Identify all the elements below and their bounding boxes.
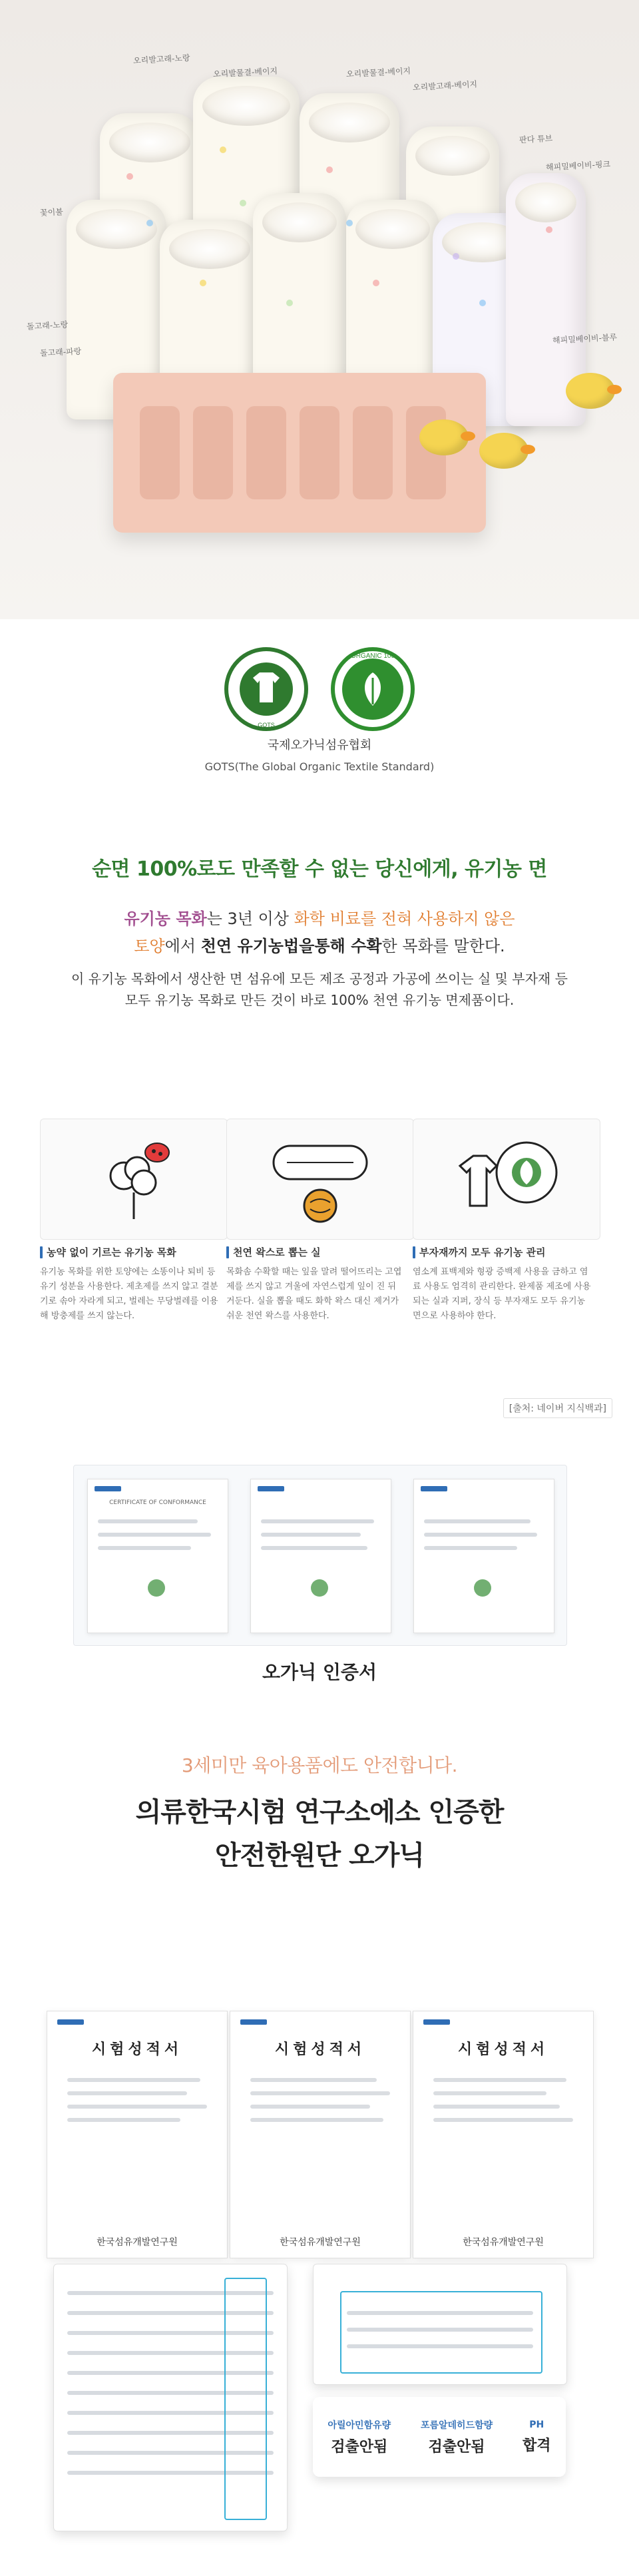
zoom-highlight-box xyxy=(340,2291,542,2374)
report-line xyxy=(433,2105,560,2109)
gots-section xyxy=(0,619,639,812)
result-label: 포름알데히드함량 xyxy=(420,2420,493,2431)
intro-paragraph-line: 이 유기농 목화에서 생산한 면 섬유에 모든 제조 공정과 가공에 쓰이는 실 및 부자재 등 xyxy=(71,971,568,987)
fabric-print-dot xyxy=(326,166,333,173)
zoom-row xyxy=(347,2344,533,2348)
certificate-stamp xyxy=(474,1579,491,1597)
fabric-label: 해피밀베이비-핑크 xyxy=(545,159,611,172)
certificate-line xyxy=(98,1546,191,1550)
result-value: 검출안됨 xyxy=(331,2438,388,2455)
headline-highlight: 유기농 면 xyxy=(465,858,547,881)
safety-title-line-2: 안전한원단 오가닉 xyxy=(214,1840,425,1871)
intro-highlight-chemical: 화학 비료를 전혀 사용하지 않은 xyxy=(294,909,515,928)
fabric-print-dot xyxy=(453,253,459,260)
zoom-row xyxy=(347,2328,533,2332)
features-section xyxy=(0,1105,639,1451)
certificate-stamp xyxy=(311,1579,328,1597)
fabric-label: 오리발고래-베이지 xyxy=(412,79,478,93)
report-line xyxy=(67,2105,207,2109)
report-title: 시험성적서 xyxy=(274,2041,366,2058)
certificate-line xyxy=(424,1519,531,1523)
intro-text xyxy=(0,905,639,1052)
report-footer: 한국섬유개발연구원 xyxy=(463,2237,544,2248)
fabric-print-dot xyxy=(146,220,153,226)
toy-duck xyxy=(419,419,469,455)
fabric-print-dot xyxy=(373,280,379,286)
fabric-print-dot xyxy=(220,146,226,153)
report-line xyxy=(433,2078,566,2082)
fabric-print-dot xyxy=(126,173,133,180)
report-zoom-right xyxy=(313,2264,567,2385)
report-line xyxy=(250,2118,383,2122)
report-title: 시험성적서 xyxy=(91,2041,183,2058)
certificate-line xyxy=(424,1533,537,1537)
certificate-logo xyxy=(95,1486,121,1491)
feature-card xyxy=(40,1119,226,1392)
feature-card xyxy=(226,1119,413,1392)
crate-slot xyxy=(300,406,339,499)
report-line xyxy=(250,2091,390,2095)
feature-title-bar xyxy=(413,1246,415,1258)
crate-slot xyxy=(193,406,233,499)
safety-title-line-1: 의류한국시험 연구소에소 인증한 xyxy=(135,1797,504,1828)
feature-title-text: 부자재까지 모두 유기농 관리 xyxy=(419,1246,546,1258)
results-panel xyxy=(313,2397,566,2477)
fabric-label: 오리발물결-베이지 xyxy=(212,66,278,79)
fabric-label: 돌고래-노랑 xyxy=(26,320,69,332)
intro-term-soil: 토양 xyxy=(134,937,165,955)
certificate-logo xyxy=(258,1486,284,1491)
result-value: 검출안됨 xyxy=(428,2438,485,2455)
report-footer: 한국섬유개발연구원 xyxy=(280,2237,361,2248)
certificate-header: CERTIFICATE OF CONFORMANCE xyxy=(109,1499,206,1506)
report-footer: 한국섬유개발연구원 xyxy=(97,2237,178,2248)
headline xyxy=(0,852,639,899)
report-logo xyxy=(240,2019,267,2025)
report-line xyxy=(250,2105,370,2109)
crate-slot xyxy=(353,406,393,499)
feature-title-bar xyxy=(226,1246,229,1258)
result-label: PH xyxy=(529,2419,544,2430)
source-citation: [출처: 네이버 지식백과] xyxy=(503,1398,612,1418)
report-line xyxy=(250,2078,377,2082)
zoom-row xyxy=(347,2311,533,2315)
fabric-label: 판다 튜브 xyxy=(519,133,553,145)
fabric-print-dot xyxy=(546,226,552,233)
toy-duck xyxy=(479,433,529,469)
result-item xyxy=(421,2418,493,2456)
certificate-line xyxy=(98,1533,211,1537)
certificate-line xyxy=(424,1546,517,1550)
result-label: 아릴아민함유량 xyxy=(327,2420,391,2431)
fabric-print-dot xyxy=(346,220,353,226)
report-line xyxy=(67,2078,200,2082)
gots-subtitle: GOTS(The Global Organic Textile Standard) xyxy=(204,760,435,773)
fabric-label: 해피밀베이비-블루 xyxy=(552,332,618,346)
feature-title xyxy=(413,1245,599,1259)
certificate-line xyxy=(261,1546,367,1550)
test-reports-section xyxy=(0,1931,639,2576)
crate-slot xyxy=(140,406,180,499)
certificate-document xyxy=(87,1479,228,1633)
report-logo xyxy=(57,2019,84,2025)
intro-highlight-method: 천연 유기농법을통해 수확 xyxy=(200,937,382,955)
fabric-label: 오리발물결-베이지 xyxy=(345,66,411,79)
certificate-stamp xyxy=(148,1579,165,1597)
yarn-fabric-icon xyxy=(227,1119,413,1239)
hero-photo xyxy=(0,0,639,619)
intro-paragraph xyxy=(0,968,639,1011)
report-zoom-left xyxy=(53,2264,288,2531)
test-report xyxy=(47,2011,228,2258)
gots-logo-icon xyxy=(223,646,310,732)
test-report xyxy=(230,2011,411,2258)
feature-illustration xyxy=(413,1119,600,1240)
shirt-organic-icon xyxy=(413,1119,600,1239)
intro-text-fragment: 에서 xyxy=(164,937,201,955)
report-line xyxy=(433,2118,573,2122)
intro-text-fragment: 는 3년 이상 xyxy=(206,909,294,928)
crate-slot xyxy=(246,406,286,499)
feature-title xyxy=(40,1245,226,1259)
fabric-print-dot xyxy=(479,300,486,306)
intro-line-2 xyxy=(0,933,639,956)
feature-title-bar xyxy=(40,1246,43,1258)
certificate-line xyxy=(261,1533,361,1537)
fabric-label: 오리발고래-노랑 xyxy=(132,53,190,66)
fabric-label: 꽃이불 xyxy=(39,207,64,218)
certificate-section xyxy=(0,1451,639,1731)
toy-duck xyxy=(566,373,615,409)
feature-description: 목화솜 수확할 때는 잎을 말려 떨어뜨리는 고엽제를 쓰지 않고 겨울에 자연스럽게 잎이 진 뒤 거둔다. 실을 뽑을 때도 화학 왁스 대신 제거가 쉬운 천연 왁스를 사용한다. xyxy=(226,1267,402,1321)
certificate-frame xyxy=(73,1465,567,1646)
feature-illustration xyxy=(40,1119,228,1240)
report-line xyxy=(67,2118,180,2122)
safety-subtitle: 3세미만 육아용품에도 안전합니다. xyxy=(181,1754,458,1776)
svg-text:ORGANIC 100: ORGANIC 100 xyxy=(350,652,395,660)
report-line xyxy=(67,2091,187,2095)
pink-crate xyxy=(113,373,486,533)
report-logo xyxy=(423,2019,450,2025)
report-title: 시험성적서 xyxy=(457,2041,549,2058)
feature-title-text: 농약 없이 기르는 유기농 목화 xyxy=(47,1246,176,1258)
feature-description: 유기농 목화를 위한 토양에는 소똥이나 퇴비 등 유기 성분을 사용한다. 제초제를 쓰지 않고 결분기로 솎아 자라게 되고, 벌레는 무당벌레를 이용해 방충제를 쓰지 않는다. xyxy=(40,1267,218,1321)
feature-card xyxy=(413,1119,599,1392)
result-value: 합격 xyxy=(523,2437,551,2454)
intro-paragraph-line: 모두 유기농 목화로 만든 것이 바로 100% 천연 유기농 면제품이다. xyxy=(124,992,515,1008)
certificate-document xyxy=(413,1479,554,1633)
fabric-label: 돌고래-파랑 xyxy=(39,346,82,358)
feature-title xyxy=(226,1245,413,1259)
fabric-print-dot xyxy=(240,200,246,206)
test-report xyxy=(413,2011,594,2258)
certificate-title: 오가닉 인증서 xyxy=(262,1661,377,1683)
intro-term-organic-cotton: 유기농 목화 xyxy=(124,909,207,928)
feature-title-text: 천연 왁스로 뽑는 실 xyxy=(233,1246,321,1258)
report-line xyxy=(433,2091,546,2095)
result-item xyxy=(523,2420,551,2455)
organic-100-logo-icon xyxy=(329,646,416,732)
headline-text xyxy=(0,852,639,882)
feature-description: 염소계 표백제와 형광 증백제 사용을 금하고 염료 사용도 엄격히 관리한다. 완제품 제조에 사용되는 실과 지퍼, 장식 등 부자재도 모두 유기농 면으로 사용하야 한다. xyxy=(413,1267,591,1321)
fabric-print-dot xyxy=(200,280,206,286)
fabric-print-dot xyxy=(286,300,293,306)
cotton-ladybug-icon xyxy=(41,1119,227,1239)
certificate-line xyxy=(98,1519,198,1523)
gots-title: 국제오가닉섬유협회 xyxy=(267,738,372,752)
gots-logos xyxy=(216,646,423,732)
certificate-logo xyxy=(421,1486,447,1491)
headline-prefix: 순면 100%로도 만족할 수 없는 당신에게, xyxy=(92,858,465,881)
svg-text:GOTS: GOTS xyxy=(258,722,275,728)
intro-line-1 xyxy=(0,905,639,929)
result-item xyxy=(327,2418,391,2456)
safety-section xyxy=(0,1751,639,1924)
zoom-highlight-box xyxy=(224,2278,267,2520)
intro-text-fragment: 한 목화를 말한다. xyxy=(381,937,505,955)
certificate-document xyxy=(250,1479,391,1633)
feature-illustration xyxy=(226,1119,414,1240)
certificate-line xyxy=(261,1519,374,1523)
